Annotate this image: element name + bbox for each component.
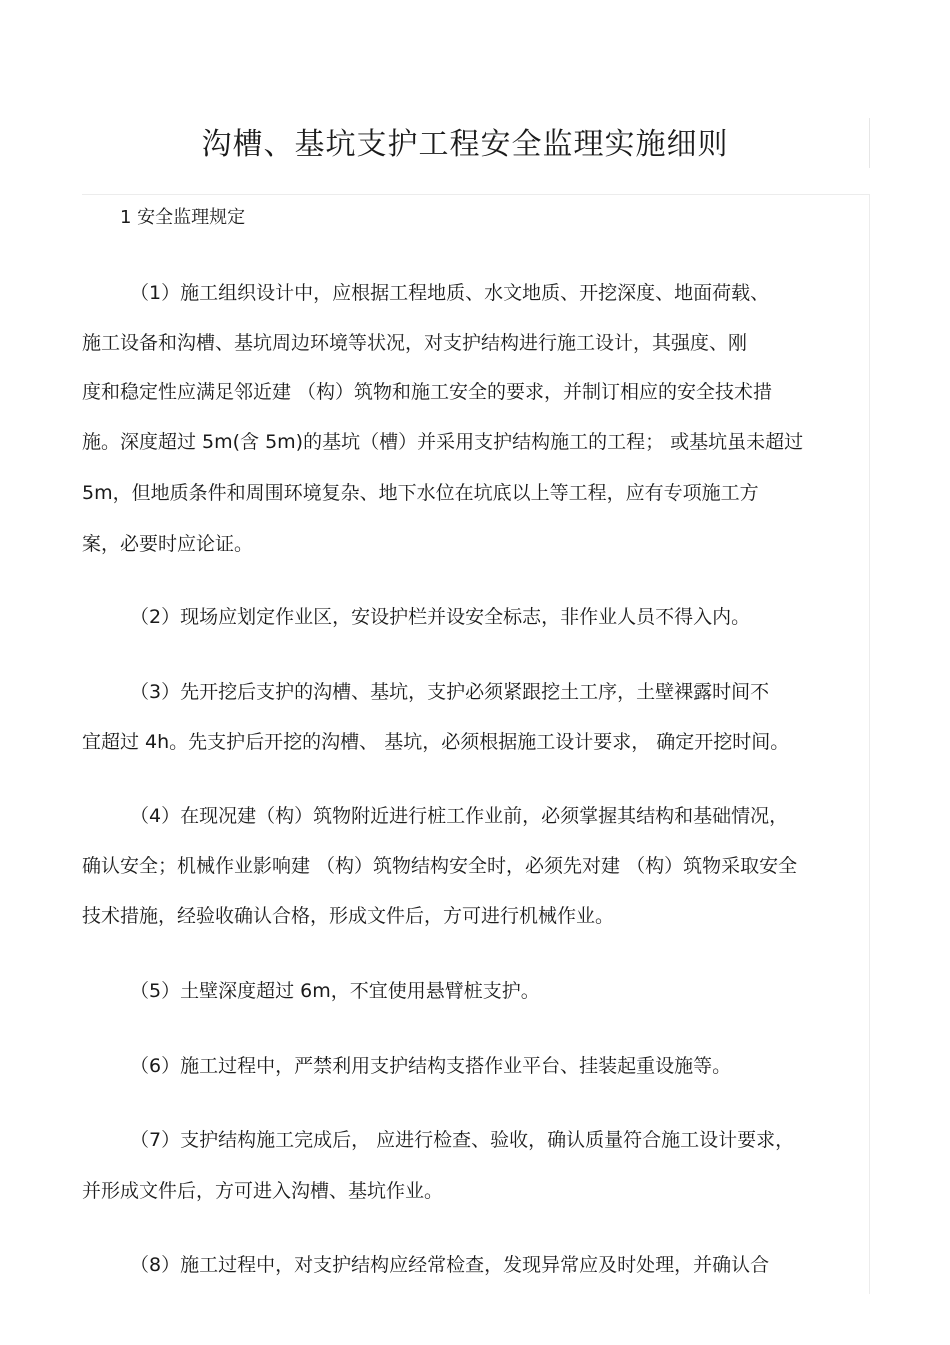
paragraph-line: （6）施工过程中，严禁利用支护结构支搭作业平台、挂装起重设施等。 [130,1055,732,1077]
paragraph-line: 5m，但地质条件和周围环境复杂、地下水位在坑底以上等工程，应有专项施工方 [82,482,759,504]
paragraph-line: 施工设备和沟槽、基坑周边环境等状况，对支护结构进行施工设计，其强度、刚 [82,332,748,354]
paragraph-line: 案，必要时应论证。 [82,533,254,555]
paragraph-line: （2）现场应划定作业区，安设护栏并设安全标志，非作业人员不得入内。 [130,606,751,628]
paragraph-line: 技术措施，经验收确认合格，形成文件后，方可进行机械作业。 [82,905,615,927]
paragraph-line: （1）施工组织设计中，应根据工程地质、水文地质、开挖深度、地面荷载、 [130,282,770,304]
divider-horizontal [82,194,870,195]
paragraph-line: （4）在现况建（构）筑物附近进行桩工作业前，必须掌握其结构和基础情况， [130,805,789,827]
document-title: 沟槽、基坑支护工程安全监理实施细则 [201,127,729,162]
paragraph-line: 宜超过 4h。先支护后开挖的沟槽、 基坑，必须根据施工设计要求， 确定开挖时间。 [82,731,790,753]
paragraph-line: 确认安全；机械作业影响建 （构）筑物结构安全时，必须先对建 （构）筑物采取安全 [82,855,798,877]
paragraph-line: （7）支护结构施工完成后， 应进行检查、验收，确认质量符合施工设计要求， [130,1129,795,1151]
paragraph-line: （3）先开挖后支护的沟槽、基坑，支护必须紧跟挖土工序，土壁裸露时间不 [130,681,770,703]
divider-vertical-top [869,118,870,168]
section-heading: 1 安全监理规定 [120,207,246,228]
paragraph-line: （5）土壁深度超过 6m，不宜使用悬臂桩支护。 [130,980,540,1002]
paragraph-line: 施。深度超过 5m(含 5m)的基坑（槽）并采用支护结构施工的工程； 或基坑虽未超过 [82,431,804,453]
paragraph-line: 度和稳定性应满足邻近建 （构）筑物和施工安全的要求，并制订相应的安全技术措 [82,381,773,403]
paragraph-line: 并形成文件后，方可进入沟槽、基坑作业。 [82,1180,444,1202]
paragraph-line: （8）施工过程中，对支护结构应经常检查，发现异常应及时处理，并确认合 [130,1254,770,1276]
